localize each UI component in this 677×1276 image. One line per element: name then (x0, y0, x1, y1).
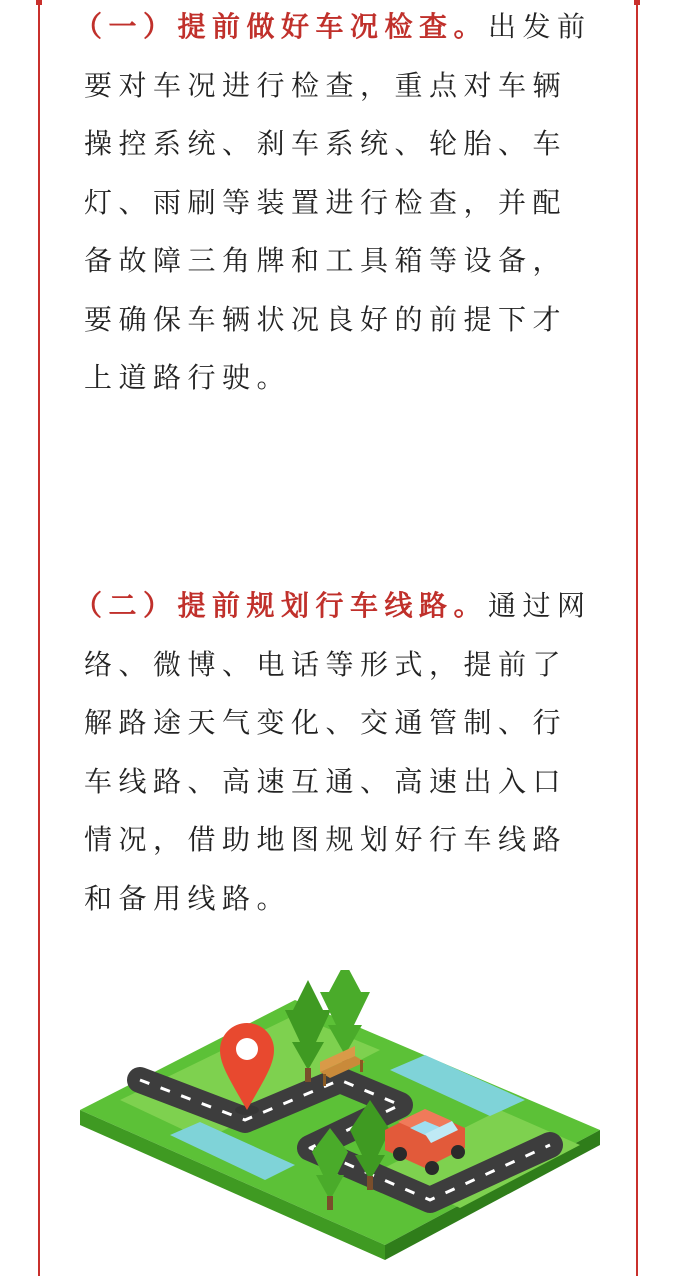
section-2-body: 通过网络、微博、电话等形式，提前了解路途天气变化、交通管制、行车线路、高速互通、高速出入口情况，借助地图规划好行车线路和备用线路。 (84, 589, 592, 915)
section-1-body: 出发前要对车况进行检查，重点对车辆操控系统、刹车系统、轮胎、车灯、雨刷等装置进行检查，并配备故障三角牌和工具箱等设备，要确保车辆状况良好的前提下才上道路行驶。 (84, 10, 592, 394)
route-map-illustration (80, 970, 600, 1270)
right-border-cap (634, 0, 640, 5)
right-border-line (636, 0, 638, 1276)
section-2-heading: （二）提前规划行车线路。 (74, 589, 489, 622)
section-2-paragraph (74, 577, 594, 928)
left-border-cap (36, 0, 42, 5)
section-1-heading: （一）提前做好车况检查。 (74, 10, 489, 43)
section-1-paragraph (74, 0, 594, 408)
left-border-line (38, 0, 40, 1276)
